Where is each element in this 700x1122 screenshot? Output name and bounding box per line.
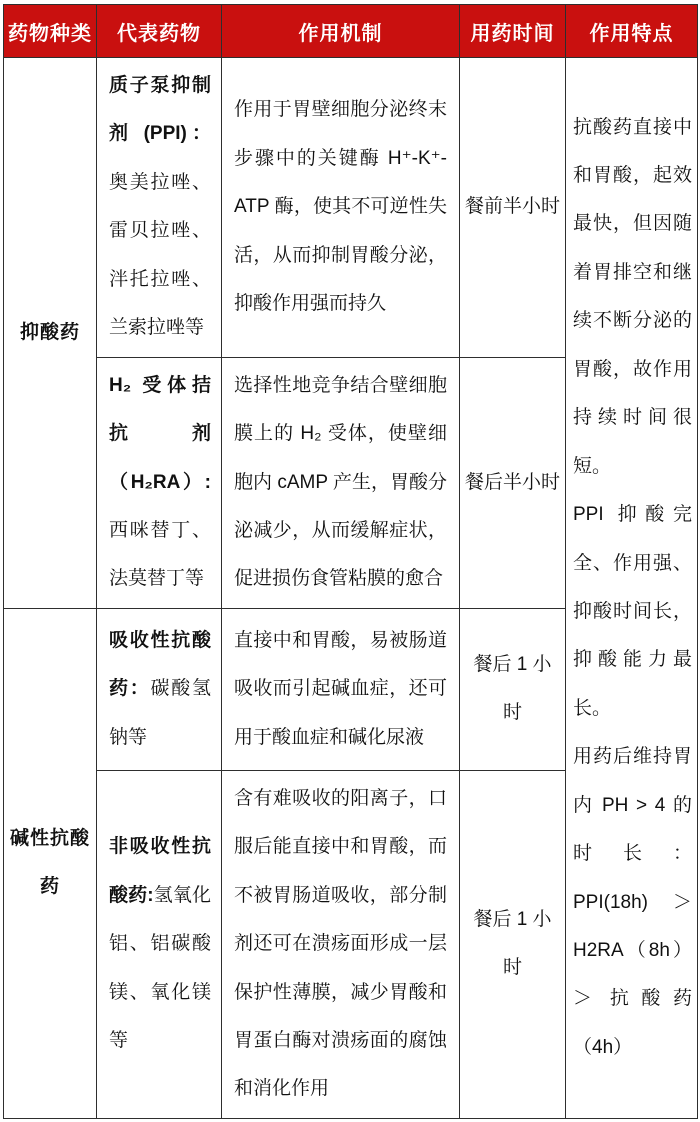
drug-comparison-table xyxy=(3,4,698,1119)
characteristics-cell xyxy=(566,58,698,1119)
drug-cell-ppi xyxy=(97,58,222,358)
timing-cell-h2ra: 餐后半小时 xyxy=(460,357,566,608)
category-cell-alkaline-antacids: 碱性抗酸药 xyxy=(4,608,97,1118)
drug-examples: 碳酸氢钠等 xyxy=(109,678,211,748)
drug-class-name: 质子泵抑制剂 (PPI)： xyxy=(109,75,211,145)
drug-class-name: H₂ 受体拮抗剂（H₂RA）: xyxy=(109,374,211,493)
mechanism-cell-absorbable: 直接中和胃酸，易被肠道吸收而引起碱血症，还可用于酸血症和碱化尿液 xyxy=(222,608,460,770)
drug-cell-h2ra xyxy=(97,357,222,608)
drug-class-name: 非吸收性抗酸药: xyxy=(109,836,211,906)
drug-cell-nonabsorbable xyxy=(97,770,222,1118)
col-header-timing: 用药时间 xyxy=(460,5,566,58)
header-row xyxy=(4,5,698,58)
timing-cell-nonabsorbable: 餐后 1 小时 xyxy=(460,770,566,1118)
timing-cell-ppi: 餐前半小时 xyxy=(460,58,566,358)
table-row-ppi xyxy=(4,58,698,358)
col-header-mechanism: 作用机制 xyxy=(222,5,460,58)
col-header-representative-drugs: 代表药物 xyxy=(97,5,222,58)
timing-cell-absorbable: 餐后 1 小时 xyxy=(460,608,566,770)
drug-examples: 西咪替丁、法莫替丁等 xyxy=(109,519,211,590)
mechanism-cell-ppi: 作用于胃壁细胞分泌终末步骤中的关键酶 H⁺-K⁺-ATP 酶，使其不可逆性失活，从而抑制胃酸分泌，抑酸作用强而持久 xyxy=(222,58,460,358)
characteristics-paragraph-3: 用药后维持胃内 PH > 4 的时长：PPI(18h) ＞ H2RA（8h）＞ 抗酸药（4h） xyxy=(573,746,692,1058)
characteristics-paragraph-2: PPI 抑酸完全、作用强、抑酸时间长，抑酸能力最长。 xyxy=(573,504,692,719)
drug-class-name: 吸收性抗酸药： xyxy=(109,629,211,700)
mechanism-cell-h2ra: 选择性地竞争结合壁细胞膜上的 H₂ 受体，使壁细胞内 cAMP 产生，胃酸分泌减少，从而缓解症状，促进损伤食管粘膜的愈合 xyxy=(222,357,460,608)
drug-examples: 奥美拉唑、雷贝拉唑、泮托拉唑、兰索拉唑等 xyxy=(109,171,211,339)
category-cell-acid-suppressants: 抑酸药 xyxy=(4,58,97,609)
mechanism-cell-nonabsorbable: 含有难吸收的阳离子，口服后能直接中和胃酸，而不被胃肠道吸收，部分制剂还可在溃疡面形成一层保护性薄膜，减少胃酸和胃蛋白酶对溃疡面的腐蚀和消化作用 xyxy=(222,770,460,1118)
col-header-characteristics: 作用特点 xyxy=(566,5,698,58)
col-header-drug-category: 药物种类 xyxy=(4,5,97,58)
characteristics-paragraph-1: 抗酸药直接中和胃酸，起效最快，但因随着胃排空和继续不断分泌的胃酸，故作用持续时间很短。 xyxy=(573,116,692,477)
drug-examples: 氢氧化铝、铝碳酸镁、氧化镁等 xyxy=(109,884,211,1051)
drug-cell-absorbable xyxy=(97,608,222,770)
